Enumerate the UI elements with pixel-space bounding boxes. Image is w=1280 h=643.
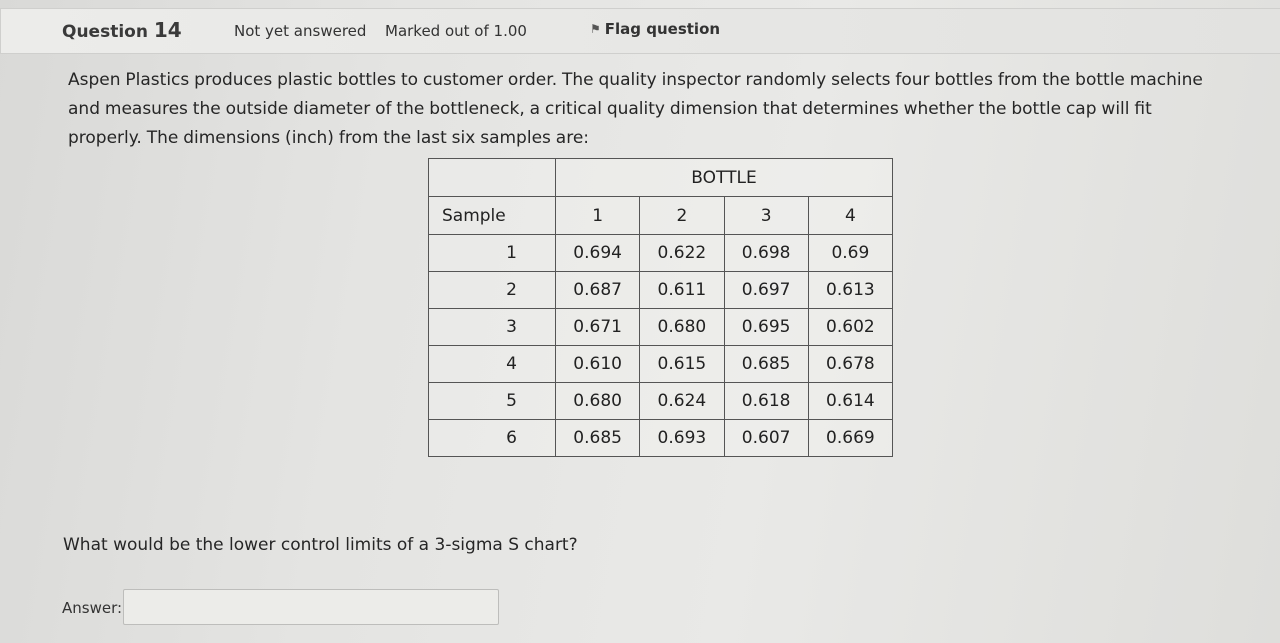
measurement-cell: 0.680 (640, 309, 724, 346)
table-row (429, 346, 893, 383)
measurement-cell: 0.622 (640, 235, 724, 272)
flag-icon: ⚑ (590, 22, 601, 36)
table-row (429, 309, 893, 346)
sample-number-cell: 4 (429, 346, 556, 383)
measurement-cell: 0.611 (640, 272, 724, 309)
measurement-cell: 0.678 (808, 346, 892, 383)
measurement-cell: 0.698 (724, 235, 808, 272)
measurement-cell: 0.685 (724, 346, 808, 383)
sample-data-table (428, 158, 893, 457)
answer-input[interactable] (123, 589, 499, 625)
question-number-value: 14 (153, 18, 182, 42)
measurement-cell: 0.671 (556, 309, 640, 346)
sample-number-cell: 5 (429, 383, 556, 420)
measurement-cell: 0.697 (724, 272, 808, 309)
measurement-cell: 0.602 (808, 309, 892, 346)
bottle-group-header: BOTTLE (556, 159, 893, 197)
measurement-cell: 0.694 (556, 235, 640, 272)
sample-number-cell: 6 (429, 420, 556, 457)
answer-label: Answer: (62, 599, 123, 617)
measurement-cell: 0.607 (724, 420, 808, 457)
measurement-cell: 0.685 (556, 420, 640, 457)
sample-number-cell: 2 (429, 272, 556, 309)
bottle-column-header: 1 (556, 197, 640, 235)
question-state: Not yet answered (234, 22, 367, 40)
measurement-cell: 0.624 (640, 383, 724, 420)
question-number (62, 18, 182, 42)
measurement-cell: 0.610 (556, 346, 640, 383)
question-grade: Marked out of 1.00 (385, 22, 527, 40)
measurement-cell: 0.669 (808, 420, 892, 457)
table-row (429, 383, 893, 420)
bottle-column-header: 3 (724, 197, 808, 235)
question-label: Question (62, 22, 148, 42)
table-row (429, 420, 893, 457)
question-prompt: What would be the lower control limits of a 3-sigma S chart? (63, 535, 578, 555)
bottle-column-header: 4 (808, 197, 892, 235)
question-text: Aspen Plastics produces plastic bottles to customer order. The quality inspector randomly selects four bottles from the bottle machine and measures the outside diameter of the bottleneck, a critical quality dimension that determines whether the bottle cap will fit properly. The dimensions (inch) from the last six samples are: (68, 70, 1203, 148)
table-row (429, 235, 893, 272)
sample-column-header: Sample (429, 197, 556, 235)
measurement-cell: 0.614 (808, 383, 892, 420)
measurement-cell: 0.618 (724, 383, 808, 420)
measurement-cell: 0.680 (556, 383, 640, 420)
sample-number-cell: 3 (429, 309, 556, 346)
flag-question-link[interactable] (590, 20, 720, 38)
sample-number-cell: 1 (429, 235, 556, 272)
measurement-cell: 0.693 (640, 420, 724, 457)
table-row (429, 272, 893, 309)
bottle-column-header: 2 (640, 197, 724, 235)
measurement-cell: 0.687 (556, 272, 640, 309)
flag-question-label: Flag question (604, 20, 721, 38)
table-corner-cell (429, 159, 556, 197)
measurement-cell: 0.613 (808, 272, 892, 309)
measurement-cell: 0.615 (640, 346, 724, 383)
measurement-cell: 0.69 (808, 235, 892, 272)
measurement-cell: 0.695 (724, 309, 808, 346)
